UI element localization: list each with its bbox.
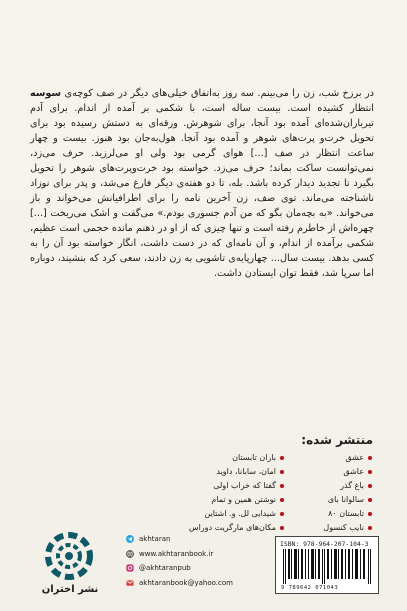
bullet-icon — [280, 526, 284, 530]
published-item-label: شیدایی لل. و. اشتاین — [204, 509, 276, 518]
bullet-icon — [368, 470, 372, 474]
telegram-icon — [126, 535, 134, 543]
published-item-label: نایب کنسول — [323, 523, 364, 532]
published-item-label: امان، سابانا، داوید — [216, 467, 276, 476]
published-list-left — [189, 451, 284, 535]
published-item — [290, 507, 372, 521]
bullet-icon — [280, 484, 284, 488]
contact-info — [126, 532, 246, 590]
bullet-icon — [280, 456, 284, 460]
bullet-icon — [368, 512, 372, 516]
published-item-label: گفتا که خراب اولی — [213, 481, 276, 490]
publisher-logo — [43, 525, 95, 587]
instagram-contact — [126, 561, 246, 576]
bullet-icon — [280, 498, 284, 502]
instagram-handle: @akhtaranpub — [139, 564, 191, 572]
website-url: www.akhtaranbook.ir — [139, 549, 214, 558]
publisher-name: نشر اختران — [41, 584, 99, 595]
telegram-contact — [126, 532, 246, 547]
published-item-label: سالوانا بای — [327, 495, 364, 504]
published-item — [290, 465, 372, 479]
excerpt-bold-word: سوسه — [30, 88, 62, 99]
barcode-image — [282, 549, 373, 584]
published-item-label: تابستان ۸۰ — [328, 509, 364, 518]
telegram-handle: akhtaran — [139, 535, 171, 543]
published-item-label: نوشتن همین و تمام — [211, 495, 276, 504]
published-item-label: مکان‌های مارگریت دوراس — [188, 523, 276, 532]
barcode-number: 9 789642 071043 — [281, 585, 339, 591]
website-contact — [126, 547, 246, 562]
excerpt-before-bold: در برزخ شب، زن را می‌بینم. سه روز به‌اتفاق خیلی‌های دیگر در صف کوچه‌ی — [64, 88, 374, 99]
isbn-barcode-box — [275, 536, 379, 594]
book-excerpt — [30, 86, 374, 281]
bullet-icon — [280, 512, 284, 516]
published-title: منتشر شده: — [301, 433, 373, 447]
bullet-icon — [368, 456, 372, 460]
published-item — [290, 451, 372, 465]
email-contact — [126, 576, 246, 591]
published-item — [189, 507, 284, 521]
email-icon — [126, 579, 134, 587]
globe-icon — [126, 550, 134, 558]
isbn-text: ISBN: 978-964-207-104-3 — [280, 540, 369, 548]
bullet-icon — [368, 498, 372, 502]
instagram-icon — [126, 564, 134, 572]
published-item — [189, 451, 284, 465]
bullet-icon — [280, 470, 284, 474]
published-item-label: عاشق — [343, 467, 364, 476]
published-item-label: باغ گذر — [340, 481, 364, 490]
published-item-label: باران تابستان — [232, 453, 276, 462]
published-list-right — [290, 451, 372, 535]
excerpt-after-bold: انتظار کشیده است. بیست ساله است، با شکمی بر آمده از اندام. برای آدم تیرباران‌شده‌ای آمده بود آنجا، برای شوهرش. ورقه‌ای به دستش رسیده بود برای تحویل خرت‌و پرت‌های شوهر و آمده بود آنجا. هول‌به‌جان بود هنوز. بیست و چهار ساعت انتظار در صف [...] هوای گرمی بود ولی او می‌لرزید. حرف می‌زد، نمی‌توانست ساکت بماند؛ حرف می‌زد. خواسته بود خرت‌وپرت‌های شوهر را تحویل بگیرد تا تجدید دیدار کرده باشد. بله، تا دو هفته‌ی دیگر فارغ می‌شد، و پدر برای نوزاد ناشناخته می‌ماند. توی صف، زن آخرین نامه را برای اطرافیانش می‌خواند و باز می‌خواند. «به بچه‌مان بگو که من آدم جسوری بودم.» می‌گفت و اشک می‌ریخت [...] چهره‌اش از خاطرم رفته است و تنها چیزی که از او در ذهنم مانده حجمی است عظیم، شکمی برآمده از اندام، و آن نامه‌ای که در دست داشت، انگار خواسته بود آن را به کسی بدهد. بیست سال... چهارپایه‌ی تاشویی به زن دادند، سعی کرد که بنشیند، دوباره اما سرپا شد، فقط توان ایستادن داشت. — [30, 103, 374, 279]
published-item — [189, 479, 284, 493]
published-item-label: عشق — [345, 453, 364, 462]
bullet-icon — [368, 484, 372, 488]
bullet-icon — [368, 526, 372, 530]
published-item — [189, 465, 284, 479]
published-item — [290, 521, 372, 535]
email-address: akhtaranbook@yahoo.com — [139, 578, 233, 587]
published-item — [290, 479, 372, 493]
published-item — [189, 493, 284, 507]
published-item — [290, 493, 372, 507]
